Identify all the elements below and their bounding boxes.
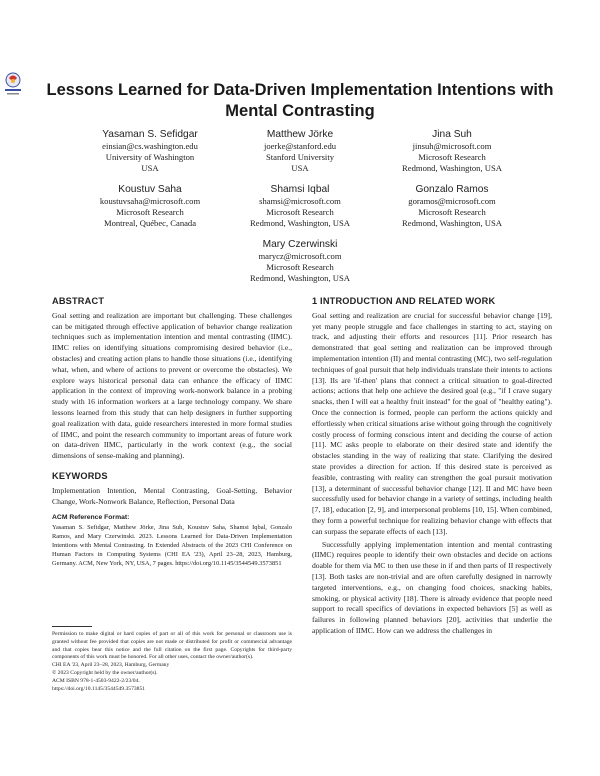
author-name: Mary Czerwinski [262,239,338,250]
author-email[interactable]: shamsi@microsoft.com [259,196,341,206]
author-card [352,183,552,230]
author-email[interactable]: koustuvsaha@microsoft.com [99,196,201,206]
abstract-text: Goal setting and realization are important but challenging. These challenges can be mitigated through effective application of behavior change realization techniques such as implementation intention and mental contrasting (IIMC). IIMC relies on identifying situations compromising desired behavior (i.e., obstacles) and creating action plans to handle those situations (i.e., identifying what, when, and where of actions to prevent or overcome the obstacles). We explore ways historical personal data can enhance the efficacy of IIMC application in the context of improving work-nonwork balance in a probing study with 16 information workers at a large technology company. We share lessons learned from this study that can help designers in further supporting goal realization with data, guide researchers interested in more formal studies of IIMC, and point the research community to important areas of future work on data-driven IIMC, particularly in the work context (e.g., the social dimensions of sense-making and planning). [52,310,292,461]
keywords-text: Implementation Intention, Mental Contrasting, Goal-Setting, Behavior Change, Work-Nonwork Balance, Reflection, Personal Data [52,485,292,506]
copyright-line: © 2023 Copyright held by the owner/author(s). [52,669,158,676]
intro-paragraph-2: Successfully applying implementation intention and mental contrasting (IIMC) requires people to identify their own obstacles and decide on actions doable for them via MC to then use these in if and then parts of II respectively [13]. Both tasks are non-trivial and are often carefully designed in narrowly targeted interventions, e.g., on changing food choices, snacking habits, smoking, or physical activity [18]. There is already evidence that people need support to recall specifics of deviations in expected behaviors [5] as well as failures in following planned behaviors [20], activities that underlie the application of IIMC. How can we address the challenges in [312,539,552,635]
author-email[interactable]: goramos@microsoft.com [408,196,496,206]
author-affiliation: Stanford University [265,152,335,163]
paper-title: Lessons Learned for Data-Driven Implementation Intentions with Mental Contrasting [46,81,554,120]
author-location: Redmond, Washington, USA [250,218,350,229]
author-location: USA [141,163,159,174]
acm-reference-format [52,513,292,568]
keywords-heading: KEYWORDS [52,470,108,481]
author-name: Yasaman S. Sefidgar [102,129,198,140]
author-name: Koustuv Saha [118,184,182,195]
author-name: Shamsi Iqbal [270,184,330,195]
author-email[interactable]: marycz@microsoft.com [258,251,342,261]
reference-format-text: Yasaman S. Sefidgar, Matthew Jörke, Jina Suh, Koustuv Saha, Shamsi Iqbal, Gonzalo Ramos, and Mary Czerwinski. 2023. Lessons Learned for Data-Driven Implementation Intentions with Mental Contrasting. In Extended Abstracts of the 2023 CHI Conference on Human Factors in Computing Systems (CHI EA '23), April 23–28, 2023, Hamburg, Germany. ACM, New York, NY, USA, 7 pages. https://doi.org/10.1145/3544549.3573851 [52,524,292,568]
author-location: USA [291,163,309,174]
author-card [200,238,400,285]
author-affiliation: University of Washington [105,152,195,163]
footnote-divider [52,626,92,627]
author-card [352,128,552,175]
author-name: Matthew Jörke [266,129,334,140]
author-location: Montreal, Québec, Canada [103,218,197,229]
author-location: Redmond, Washington, USA [402,163,502,174]
isbn-line: ACM ISBN 978-1-4503-9422-2/23/04. [52,677,140,684]
author-location: Redmond, Washington, USA [402,218,502,229]
doi-link[interactable]: https://doi.org/10.1145/3544549.3573851 [52,685,146,692]
author-email[interactable]: joerke@stanford.edu [263,141,337,151]
author-name: Gonzalo Ramos [415,184,489,195]
author-affiliation: Microsoft Research [266,207,334,218]
author-email[interactable]: einsian@cs.washington.edu [102,141,198,151]
author-affiliation: Microsoft Research [266,262,334,273]
author-email[interactable]: jinsuh@microsoft.com [412,141,492,151]
right-column [312,296,552,637]
left-column [52,296,292,568]
permission-footnote [52,631,292,693]
author-affiliation: Microsoft Research [418,207,486,218]
introduction-heading: 1 INTRODUCTION AND RELATED WORK [312,296,496,306]
reference-format-heading: ACM Reference Format: [52,514,130,522]
abstract-heading: ABSTRACT [52,296,105,306]
author-location: Redmond, Washington, USA [250,273,350,284]
conference-line: CHI EA '23, April 23–28, 2023, Hamburg, Germany [52,662,170,669]
chi-conference-seal-icon [2,70,24,102]
author-affiliation: Microsoft Research [418,152,486,163]
permission-text: Permission to make digital or hard copies of part or all of this work for personal or classroom use is granted without fee provided that copies are not made or distributed for profit or commercial advantage and that copies bear this notice and the full citation on the first page. Copyrights for third-party components of this work must be honored. For all other uses, contact the owner/author(s). [52,631,292,661]
author-affiliation: Microsoft Research [116,207,184,218]
intro-paragraph-1: Goal setting and realization are crucial for successful behavior change [19], yet many people struggle and face challenges in starting to act, staying on track, and adjusting their efforts and resources [11]. Prior research has demonstrated that goal setting and realization can be improved through implementation intention (II) and mental contrasting (MC), two self-regulation techniques of goal pursuit that help individuals translate their intents to actions [13]. IIs are 'if-then' plans that connect a critical situation to goal-directed actions; actions that help one achieve the desired goal (e.g., "if I crave sugary snacks, then I will eat a healthy fruit instead" for the goal of "healthy eating"). Once the connection is formed, people can perform the actions quickly and effortlessly when critical situations arise without going through the cognitively costly process of forming conscious intent and deciding the course of action [11]. MC asks people to elaborate on their desired state and identify the obstacles standing in the way of realizing that state. Clarifying the desired state provides a direction for action. If this desired state is perceived as feasible, contrasting with reality can strengthen the goal pursuit motivation [13], a determinant of successful behavior change [12]. II and MC have been successfully used for behavior change in a variety of settings, including health [7, 18], education [2, 9], and interpersonal problems [10, 15]. When combined, they form a powerful technique for realizing behavior change with effects that can surpass the separate effects of each [13]. [312,310,552,536]
author-name: Jina Suh [432,129,472,140]
